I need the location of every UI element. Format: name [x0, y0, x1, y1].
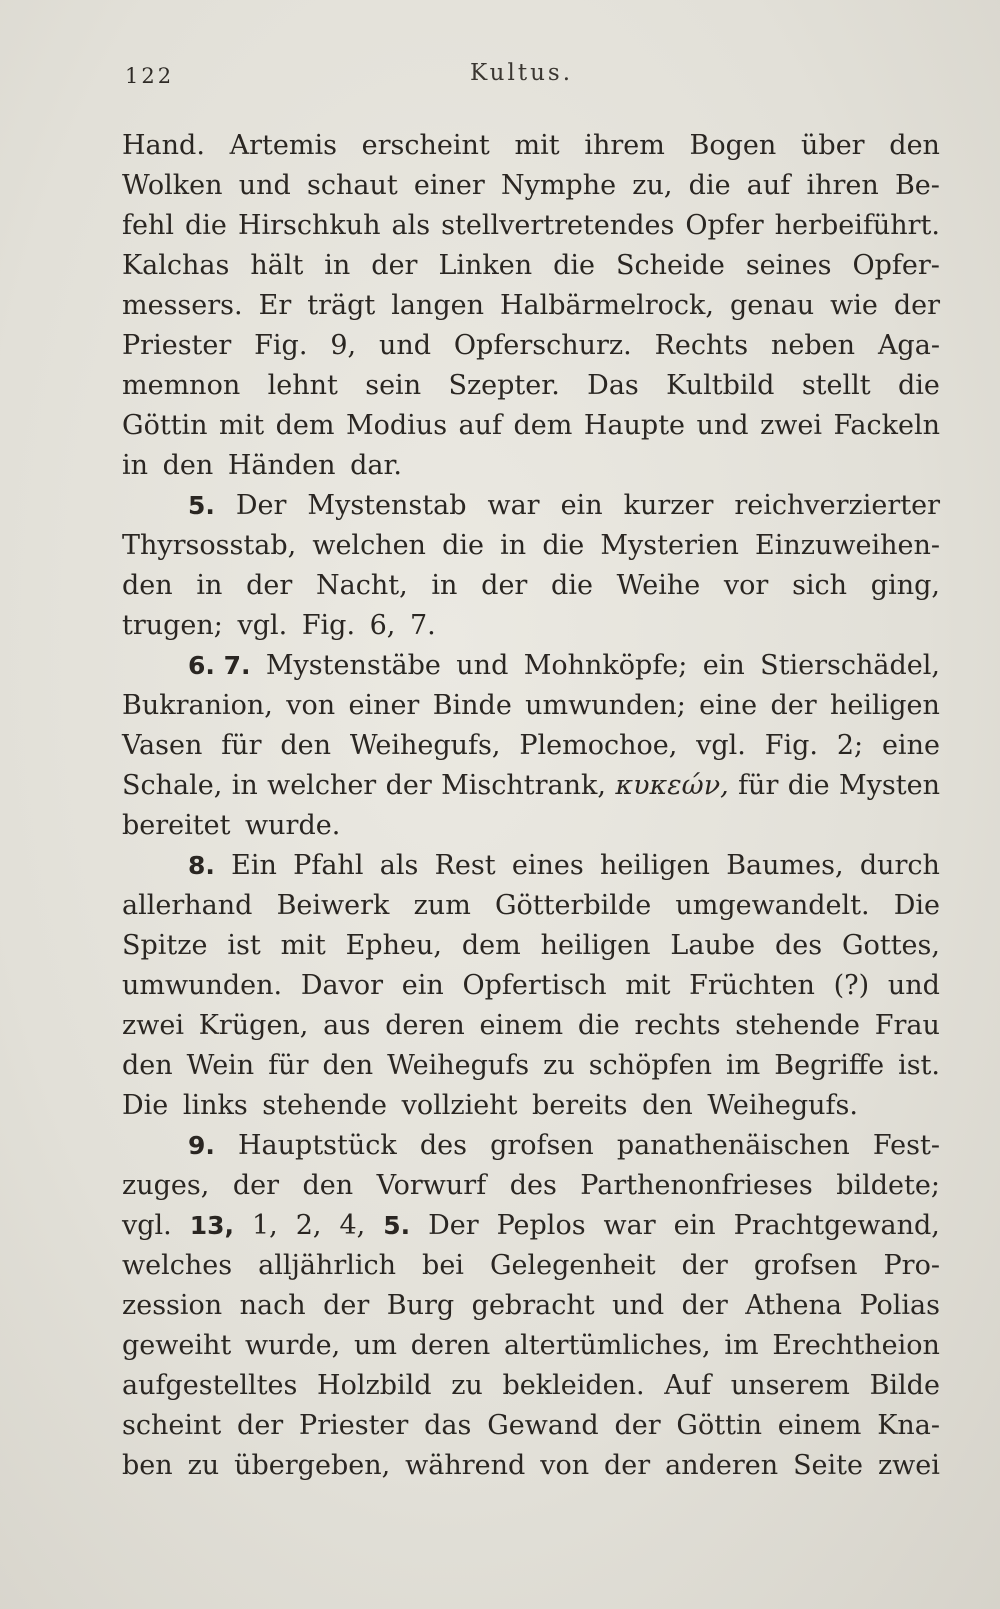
word: dem — [513, 410, 573, 441]
word: mit — [219, 410, 265, 441]
word: während — [405, 1450, 526, 1481]
word: und — [887, 970, 940, 1001]
word: für — [268, 1050, 309, 1081]
word: dem — [461, 930, 521, 961]
word: fehl — [122, 210, 174, 241]
word: allerhand — [122, 890, 253, 921]
word: Kultbild — [666, 370, 775, 401]
word: stellvertretendes — [441, 210, 675, 241]
word: des — [419, 1130, 467, 1161]
word: zu — [187, 1450, 220, 1481]
word: Kalchas — [122, 250, 230, 281]
text-line — [122, 686, 940, 726]
word: die — [553, 250, 595, 281]
word: in — [324, 250, 351, 281]
text-line — [122, 566, 940, 606]
greek-word: κυκεών, — [615, 770, 729, 801]
word: Fig. — [764, 730, 818, 761]
word: um — [354, 1330, 397, 1361]
word: Mystenstäbe — [265, 650, 441, 681]
word: Schale, — [122, 770, 223, 801]
word: ging, — [870, 570, 940, 601]
text-line — [122, 526, 940, 566]
word: der — [385, 770, 432, 801]
word: eines — [511, 850, 584, 881]
running-head: Kultus. — [470, 60, 574, 86]
word: einem — [777, 1410, 862, 1441]
word: mit — [280, 930, 326, 961]
word: in — [196, 570, 223, 601]
word: übergeben, — [234, 1450, 391, 1481]
word: deren — [385, 1010, 465, 1041]
word: Ein — [231, 850, 277, 881]
word: vgl. — [122, 1210, 172, 1241]
word: Der — [235, 490, 287, 521]
word: Priester — [122, 330, 232, 361]
word: Stierschädel, — [760, 650, 940, 681]
text-line — [122, 646, 940, 686]
word: in — [500, 530, 527, 561]
word: Bilde — [869, 1370, 940, 1401]
word: Weihegufs — [387, 1050, 530, 1081]
text-line — [122, 166, 940, 206]
text-line — [122, 726, 940, 766]
word: geweiht — [122, 1330, 232, 1361]
word: schöpfen — [588, 1050, 713, 1081]
word: der — [893, 290, 940, 321]
word: einer — [348, 690, 420, 721]
word: von — [286, 690, 336, 721]
word: Halbärmelrock, — [499, 290, 714, 321]
word: ist. — [898, 1050, 940, 1081]
word: war — [603, 1210, 656, 1241]
text-line — [122, 966, 940, 1006]
text-line — [122, 1206, 940, 1246]
text-line — [122, 446, 940, 486]
word: panathenäischen — [616, 1130, 850, 1161]
word: Vasen — [122, 730, 203, 761]
word: zum — [413, 890, 471, 921]
word: mit — [514, 130, 560, 161]
word: bereitet wurde. — [122, 810, 341, 841]
word: Wolken — [122, 170, 223, 201]
word: Seite — [793, 1450, 864, 1481]
item-number: 6. 7. — [188, 651, 251, 680]
word: anderen — [665, 1450, 779, 1481]
word: Götterbilde — [494, 890, 652, 921]
word: zwei — [122, 1010, 184, 1041]
word: Auf — [664, 1370, 712, 1401]
word: umwunden. — [122, 970, 283, 1001]
word: die — [787, 770, 830, 801]
word: und — [378, 330, 432, 361]
word: ihren — [806, 170, 879, 201]
word: deren — [410, 1330, 491, 1361]
word: messers. — [122, 290, 243, 321]
word: zu, — [632, 170, 673, 201]
word: die — [688, 170, 731, 201]
text-line — [122, 806, 940, 846]
word: die — [577, 1010, 620, 1041]
word: heiligen — [599, 850, 710, 881]
word: Wein — [186, 1050, 255, 1081]
word: der — [237, 1410, 284, 1441]
word: bei — [422, 1250, 464, 1281]
word: memnon — [122, 370, 241, 401]
word: vor — [723, 570, 769, 601]
word: Beiwerk — [276, 890, 390, 921]
word: Mystenstab — [307, 490, 467, 521]
word: der — [604, 1450, 651, 1481]
word: den — [322, 1050, 374, 1081]
word: Fest- — [872, 1130, 940, 1161]
word: Erechtheion — [772, 1330, 940, 1361]
word: als — [379, 850, 419, 881]
word: Prachtgewand, — [733, 1210, 940, 1241]
text-line — [122, 1086, 940, 1126]
word: welches — [122, 1250, 233, 1281]
word: neben — [771, 330, 856, 361]
word: in — [431, 570, 458, 601]
word: Göttin — [676, 1410, 762, 1441]
word: Modius — [345, 410, 448, 441]
word: heiligen — [540, 930, 651, 961]
word: die — [442, 530, 484, 561]
word: 4, — [339, 1210, 366, 1241]
item-number: 5. — [188, 491, 215, 520]
word: Er — [258, 290, 292, 321]
word: langen — [391, 290, 484, 321]
word: für — [738, 770, 779, 801]
text-line — [122, 606, 940, 646]
word: der — [681, 1290, 728, 1321]
word: den — [122, 1050, 173, 1081]
word: zuges, — [122, 1170, 210, 1201]
word: zu — [543, 1050, 575, 1081]
word: Baumes, — [726, 850, 844, 881]
word: Vorwurf — [376, 1170, 487, 1201]
word: 1, — [252, 1210, 278, 1241]
body-text — [122, 126, 940, 1486]
text-line — [122, 486, 940, 526]
word: sein — [365, 370, 422, 401]
word: und — [696, 410, 749, 441]
word: der — [614, 1410, 661, 1441]
word: genau — [729, 290, 815, 321]
word: in den Händen dar. — [122, 450, 403, 481]
text-line — [122, 1446, 940, 1486]
word: trägt — [307, 290, 376, 321]
word: Gelegenheit — [489, 1250, 656, 1281]
word: Mohnköpfe; — [523, 650, 688, 681]
word: lehnt — [267, 370, 338, 401]
word: Hand. — [122, 130, 205, 161]
word: Bogen — [689, 130, 777, 161]
word: von — [540, 1450, 590, 1481]
word: Pfahl — [293, 850, 364, 881]
word: im — [726, 1050, 761, 1081]
word: aufgestelltes — [122, 1370, 298, 1401]
word: Thyrsosstab, — [122, 530, 297, 561]
word: bekleiden. — [502, 1370, 645, 1401]
word: zwei — [877, 1450, 940, 1481]
word: war — [487, 490, 540, 521]
word: Rest — [434, 850, 496, 881]
word: seines — [745, 250, 832, 281]
word: Fackeln — [833, 410, 940, 441]
word: Scheide — [615, 250, 725, 281]
text-line — [122, 1366, 940, 1406]
text-line — [122, 1166, 940, 1206]
word: der — [681, 1250, 728, 1281]
word: die — [898, 370, 940, 401]
word: Athena — [745, 1290, 842, 1321]
word: 2; — [836, 730, 864, 761]
item-number: 8. — [188, 851, 215, 880]
word: Binde — [432, 690, 512, 721]
word: der — [246, 570, 293, 601]
word: vgl. — [696, 730, 746, 761]
page-number: 122 — [125, 64, 175, 88]
text-line — [122, 206, 940, 246]
word: bildete; — [836, 1170, 940, 1201]
text-line — [122, 926, 940, 966]
word: Göttin — [122, 410, 208, 441]
text-line — [122, 1126, 940, 1166]
word: welchen — [312, 530, 426, 561]
word: Parthenonfrieses — [580, 1170, 813, 1201]
word: des — [775, 930, 823, 961]
word: die — [542, 530, 585, 561]
word: den — [122, 570, 173, 601]
word: Der — [428, 1210, 479, 1241]
word: über — [801, 130, 865, 161]
word: 2, — [295, 1210, 322, 1241]
word: 9, — [330, 330, 357, 361]
word: das — [424, 1410, 472, 1441]
word: trugen; vgl. Fig. 6, 7. — [122, 610, 436, 641]
word: der — [770, 690, 817, 721]
word: ist — [227, 930, 261, 961]
word: ein — [673, 1210, 716, 1241]
word: Fig. — [254, 330, 308, 361]
word: Szepter. — [448, 370, 560, 401]
word: Davor — [300, 970, 384, 1001]
item-number: 13, — [189, 1211, 235, 1240]
word: den — [302, 1170, 354, 1201]
word: Kna- — [877, 1410, 940, 1441]
text-line — [122, 1246, 940, 1286]
word: durch — [859, 850, 940, 881]
word: Die — [893, 890, 940, 921]
word: Opfer- — [852, 250, 940, 281]
word: hält — [250, 250, 304, 281]
word: Hauptstück — [238, 1130, 397, 1161]
word: Mysten — [839, 770, 940, 801]
word: stehende — [735, 1010, 861, 1041]
word: umwunden; — [525, 690, 686, 721]
text-line — [122, 246, 940, 286]
word: den — [280, 730, 331, 761]
text-line — [122, 326, 940, 366]
word: rechts — [634, 1010, 721, 1041]
word: ben — [122, 1450, 173, 1481]
word: die — [185, 210, 227, 241]
word: Opfertisch — [462, 970, 607, 1001]
word: Opferschurz. — [453, 330, 632, 361]
text-line — [122, 286, 940, 326]
text-line — [122, 766, 940, 806]
text-line — [122, 406, 940, 446]
word: ein — [401, 970, 444, 1001]
word: und — [238, 170, 291, 201]
word: Haupte — [583, 410, 686, 441]
word: im — [724, 1330, 759, 1361]
word: Mysterien — [600, 530, 739, 561]
word: grofsen — [490, 1130, 594, 1161]
word: gebracht — [471, 1290, 595, 1321]
word: schaut — [306, 170, 398, 201]
word: nach — [239, 1290, 306, 1321]
word: welcher — [267, 770, 377, 801]
text-line — [122, 1406, 940, 1446]
word: Rechts — [654, 330, 749, 361]
text-line — [122, 846, 940, 886]
word: Peplos — [496, 1210, 586, 1241]
word: Mischtrank, — [441, 770, 606, 801]
word: unserem — [730, 1370, 850, 1401]
text-line — [122, 1046, 940, 1086]
word: einem — [479, 1010, 564, 1041]
word: Polias — [859, 1290, 940, 1321]
word: Weihe — [616, 570, 701, 601]
word: ein — [560, 490, 603, 521]
word: zu — [451, 1370, 483, 1401]
word: als — [391, 210, 431, 241]
word: Epheu, — [345, 930, 442, 961]
word: stellt — [801, 370, 871, 401]
word: Nacht, — [316, 570, 408, 601]
text-line — [122, 366, 940, 406]
word: Laube — [670, 930, 756, 961]
word: wurde, — [244, 1330, 341, 1361]
word: auf — [458, 410, 503, 441]
word: des — [509, 1170, 557, 1201]
word: Spitze — [122, 930, 208, 961]
word: in — [231, 770, 258, 801]
word: Bukranion, — [122, 690, 273, 721]
word: Hirschkuh — [237, 210, 381, 241]
word: eine — [881, 730, 940, 761]
word: Weihegufs, — [349, 730, 501, 761]
word: Früchten — [689, 970, 815, 1001]
word: erscheint — [361, 130, 490, 161]
word: (?) — [833, 970, 870, 1001]
word: Begriffe — [774, 1050, 885, 1081]
word: Gottes, — [842, 930, 940, 961]
word: der — [371, 250, 418, 281]
word: grofsen — [753, 1250, 858, 1281]
word: Burg — [386, 1290, 455, 1321]
word: heiligen — [830, 690, 940, 721]
text-line — [122, 1006, 940, 1046]
item-number: 5. — [383, 1211, 411, 1240]
word: alljährlich — [258, 1250, 397, 1281]
word: und — [456, 650, 509, 681]
word: kurzer — [623, 490, 714, 521]
word: mit — [625, 970, 671, 1001]
word: die — [551, 570, 593, 601]
word: wie — [830, 290, 878, 321]
word: Linken — [438, 250, 533, 281]
word: einer — [413, 170, 485, 201]
word: Artemis — [229, 130, 337, 161]
word: eine — [699, 690, 758, 721]
word: Gewand — [487, 1410, 599, 1441]
word: ein — [702, 650, 745, 681]
word: herbeiführt. — [774, 210, 940, 241]
word: Einzuweihen- — [755, 530, 940, 561]
word: der — [481, 570, 528, 601]
word: altertümliches, — [504, 1330, 711, 1361]
word: dem — [275, 410, 335, 441]
word: Holzbild — [317, 1370, 432, 1401]
word: Die links stehende vollzieht bereits den Weihegufs. — [122, 1090, 858, 1121]
word: Pro- — [883, 1250, 940, 1281]
word: Be- — [894, 170, 940, 201]
word: Krügen, — [198, 1010, 309, 1041]
word: der — [232, 1170, 279, 1201]
word: zession — [122, 1290, 223, 1321]
word: Frau — [874, 1010, 940, 1041]
word: aus — [323, 1010, 371, 1041]
word: für — [221, 730, 262, 761]
word: den — [889, 130, 940, 161]
text-line — [122, 1326, 940, 1366]
word: scheint — [122, 1410, 222, 1441]
word: Das — [587, 370, 639, 401]
word: Opfer — [685, 210, 764, 241]
word: Nymphe — [500, 170, 617, 201]
word: reichverzierter — [734, 490, 940, 521]
word: und — [612, 1290, 665, 1321]
word: Plemochoe, — [519, 730, 678, 761]
item-number: 9. — [188, 1131, 215, 1160]
text-line — [122, 126, 940, 166]
word: zwei — [760, 410, 823, 441]
word: der — [323, 1290, 370, 1321]
word: auf — [746, 170, 791, 201]
text-line — [122, 886, 940, 926]
word: Priester — [299, 1410, 409, 1441]
word: umgewandelt. — [675, 890, 870, 921]
word: Aga- — [877, 330, 940, 361]
word: ihrem — [584, 130, 665, 161]
text-line — [122, 1286, 940, 1326]
word: sich — [792, 570, 848, 601]
